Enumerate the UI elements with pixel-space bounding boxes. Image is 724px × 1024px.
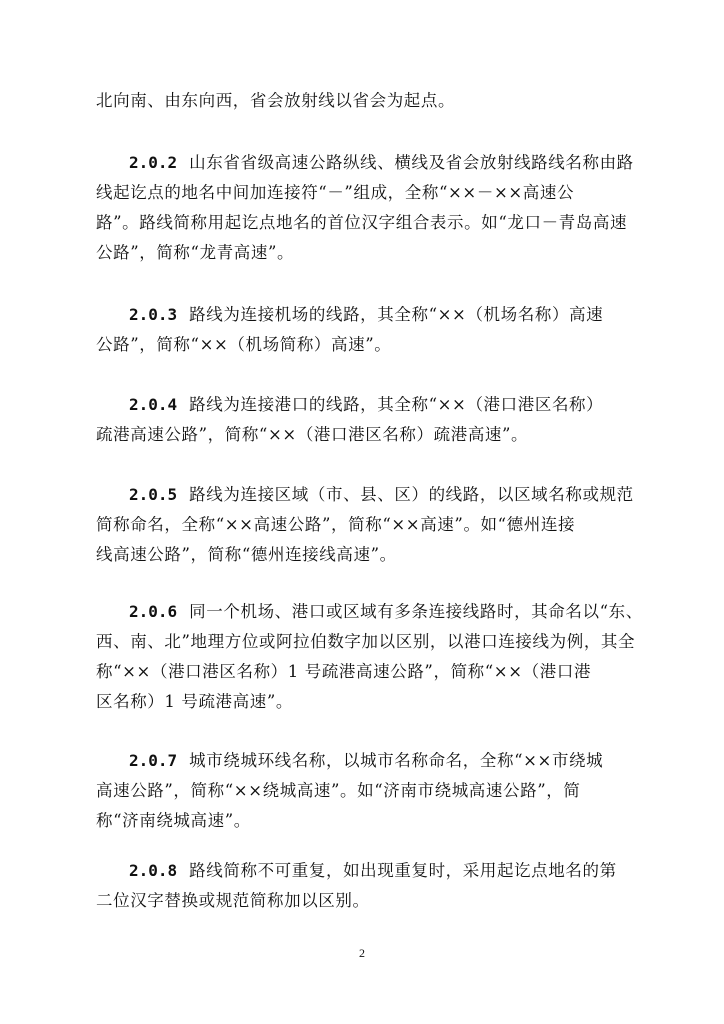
clause-2-0-2 [96,148,636,268]
clause-number: 2.0.4 [129,395,178,414]
clause-2-0-6 [96,597,643,717]
clause-text: 路线简称不可重复，如出现重复时，采用起讫点地名的第 [189,861,617,880]
clause-number: 2.0.5 [129,485,178,504]
clause-number: 2.0.3 [129,305,178,324]
clause-text: 西、南、北”地理方位或阿拉伯数字加以区别，以港口连接线为例，其全 [96,632,636,651]
clause-text: 疏港高速公路”，简称“××（港口港区名称）疏港高速”。 [96,425,529,444]
clause-text: 区名称）1 号疏港高速”。 [96,692,293,711]
clause-text: 公路”，简称“××（机场简称）高速”。 [96,335,392,354]
clause-text: 路线为连接机场的线路，其全称“××（机场名称）高速 [189,305,604,324]
clause-number: 2.0.8 [129,861,178,880]
clause-number: 2.0.6 [129,602,178,621]
clause-text: 高速公路”，简称“××绕城高速”。如“济南市绕城高速公路”，简 [96,781,581,800]
clause-text: 线高速公路”，简称“德州连接线高速”。 [96,545,397,564]
clause-text: 称“××（港口港区名称）1 号疏港高速公路”，简称“××（港口港 [96,662,592,681]
page-number: 2 [359,946,365,960]
clause-text: 简称命名，全称“××高速公路”，简称“××高速”。如“德州连接 [96,515,576,534]
intro-line: 北向南、由东向西，省会放射线以省会为起点。 [96,91,456,110]
clause-text: 城市绕城环线名称，以城市名称命名，全称“××市绕城 [189,751,604,770]
clause-text: 山东省省级高速公路纵线、横线及省会放射线路线名称由路 [189,153,634,172]
clause-text: 路线为连接区域（市、县、区）的线路，以区域名称或规范 [189,485,634,504]
clause-2-0-3 [96,300,636,360]
clause-number: 2.0.2 [129,153,178,172]
clause-2-0-7 [96,746,636,836]
clause-text: 公路”，简称“龙青高速”。 [96,243,295,262]
clause-2-0-5 [96,480,636,570]
clause-number: 2.0.7 [129,751,178,770]
clause-text: 二位汉字替换或规范简称加以区别。 [96,891,370,910]
clause-text: 路线为连接港口的线路，其全称“××（港口港区名称） [189,395,604,414]
clause-text: 路”。路线简称用起讫点地名的首位汉字组合表示。如“龙口－青岛高速 [96,213,628,232]
clause-2-0-4 [96,390,636,450]
clause-text: 同一个机场、港口或区域有多条连接线路时，其命名以“东、 [189,602,643,621]
clause-text: 称“济南绕城高速”。 [96,811,251,830]
clause-2-0-8 [96,856,636,916]
clause-text: 线起讫点的地名中间加连接符“－”组成，全称“××－××高速公 [96,183,575,202]
